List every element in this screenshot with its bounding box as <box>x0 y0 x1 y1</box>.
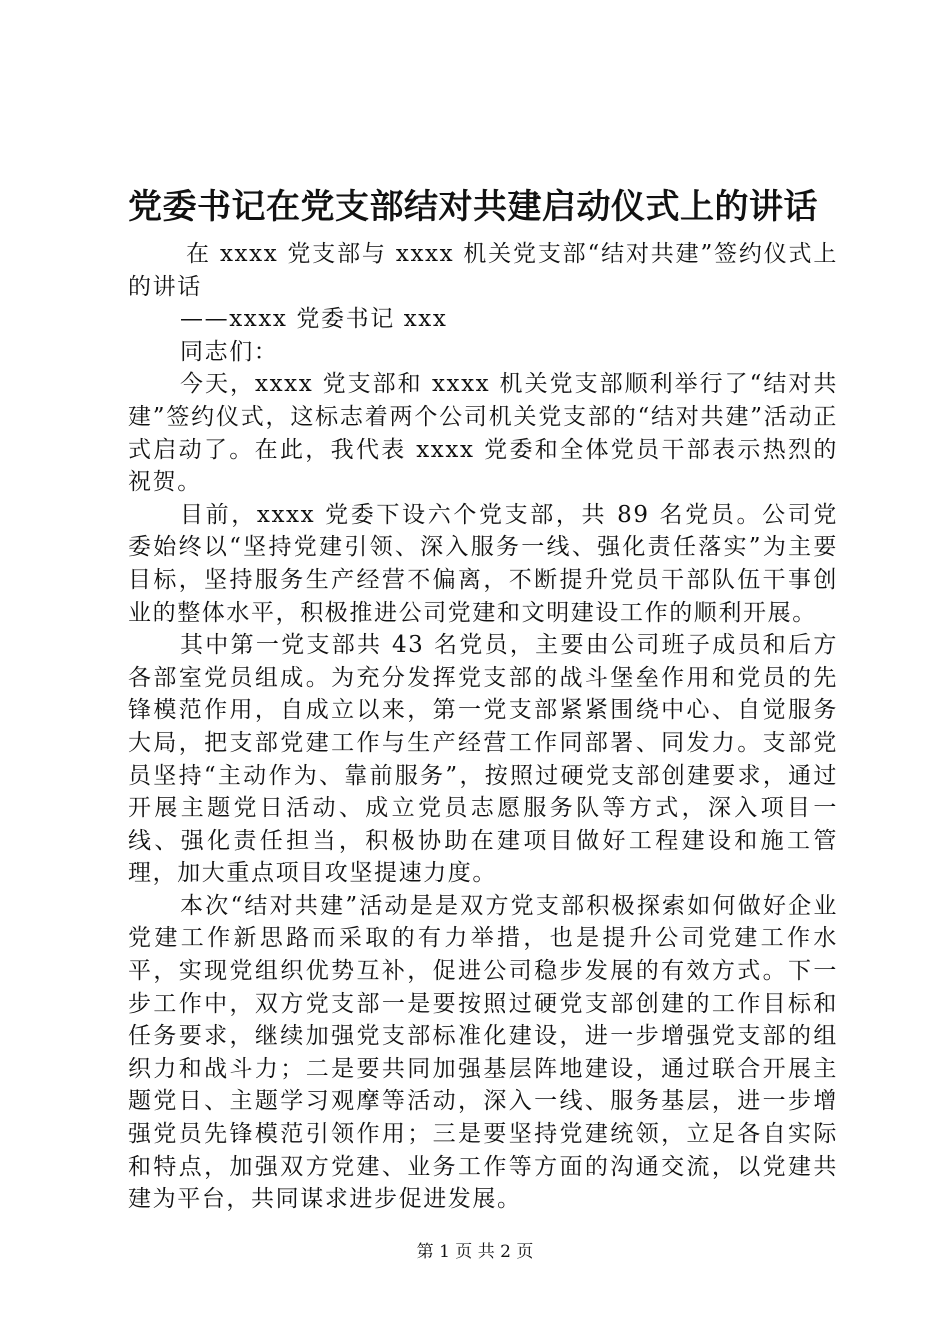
body-paragraph: 今天，xxxx 党支部和 xxxx 机关党支部顺利举行了“结对共建”签约仪式，这标志着两个公司机关党支部的“结对共建”活动正式启动了。在此，我代表 xxxx 党委和全体党员干部表示热烈的祝贺。 <box>128 371 838 496</box>
document-title: 党委书记在党支部结对共建启动仪式上的讲话 <box>128 187 818 227</box>
body-paragraph: 其中第一党支部共 43 名党员，主要由公司班子成员和后方各部室党员组成。为充分发挥党支部的战斗堡垒作用和党员的先锋模范作用，自成立以来，第一党支部紧紧围绕中心、自觉服务大局，把支部党建工作与生产经营工作同部署、同发力。支部党员坚持“主动作为、靠前服务”，按照过硬党支部创建要求，通过开展主题党日活动、成立党员志愿服务队等方式，深入项目一线、强化责任担当，积极协助在建项目做好工程建设和施工管理，加大重点项目攻坚提速力度。 <box>128 632 838 887</box>
body-paragraph: 本次“结对共建”活动是是双方党支部积极探索如何做好企业党建工作新思路而采取的有力举措，也是提升公司党建工作水平，实现党组织优势互补，促进公司稳步发展的有效方式。下一步工作中，双方党支部一是要按照过硬党支部创建的工作目标和任务要求，继续加强党支部标准化建设，进一步增强党支部的组织力和战斗力；二是要共同加强基层阵地建设，通过联合开展主题党日、主题学习观摩等活动，深入一线、服务基层，进一步增强党员先锋模范引领作用；三是要坚持党建统领，立足各自实际和特点，加强双方党建、业务工作等方面的沟通交流，以党建共建为平台，共同谋求进步促进发展。 <box>128 892 838 1213</box>
speech-byline: ——xxxx 党委书记 xxx <box>180 306 448 333</box>
speech-subtitle: 在 xxxx 党支部与 xxxx 机关党支部“结对共建”签约仪式上的讲话 <box>128 241 838 300</box>
salutation: 同志们： <box>180 338 279 365</box>
body-paragraph: 目前，xxxx 党委下设六个党支部，共 89 名党员。公司党委始终以“坚持党建引领、深入服务一线、强化责任落实”为主要目标，坚持服务生产经营不偏离，不断提升党员干部队伍干事创业的整体水平，积极推进公司党建和文明建设工作的顺利开展。 <box>128 501 838 626</box>
document-body <box>128 238 838 1216</box>
page-footer: 第 1 页 共 2 页 <box>416 1242 534 1262</box>
